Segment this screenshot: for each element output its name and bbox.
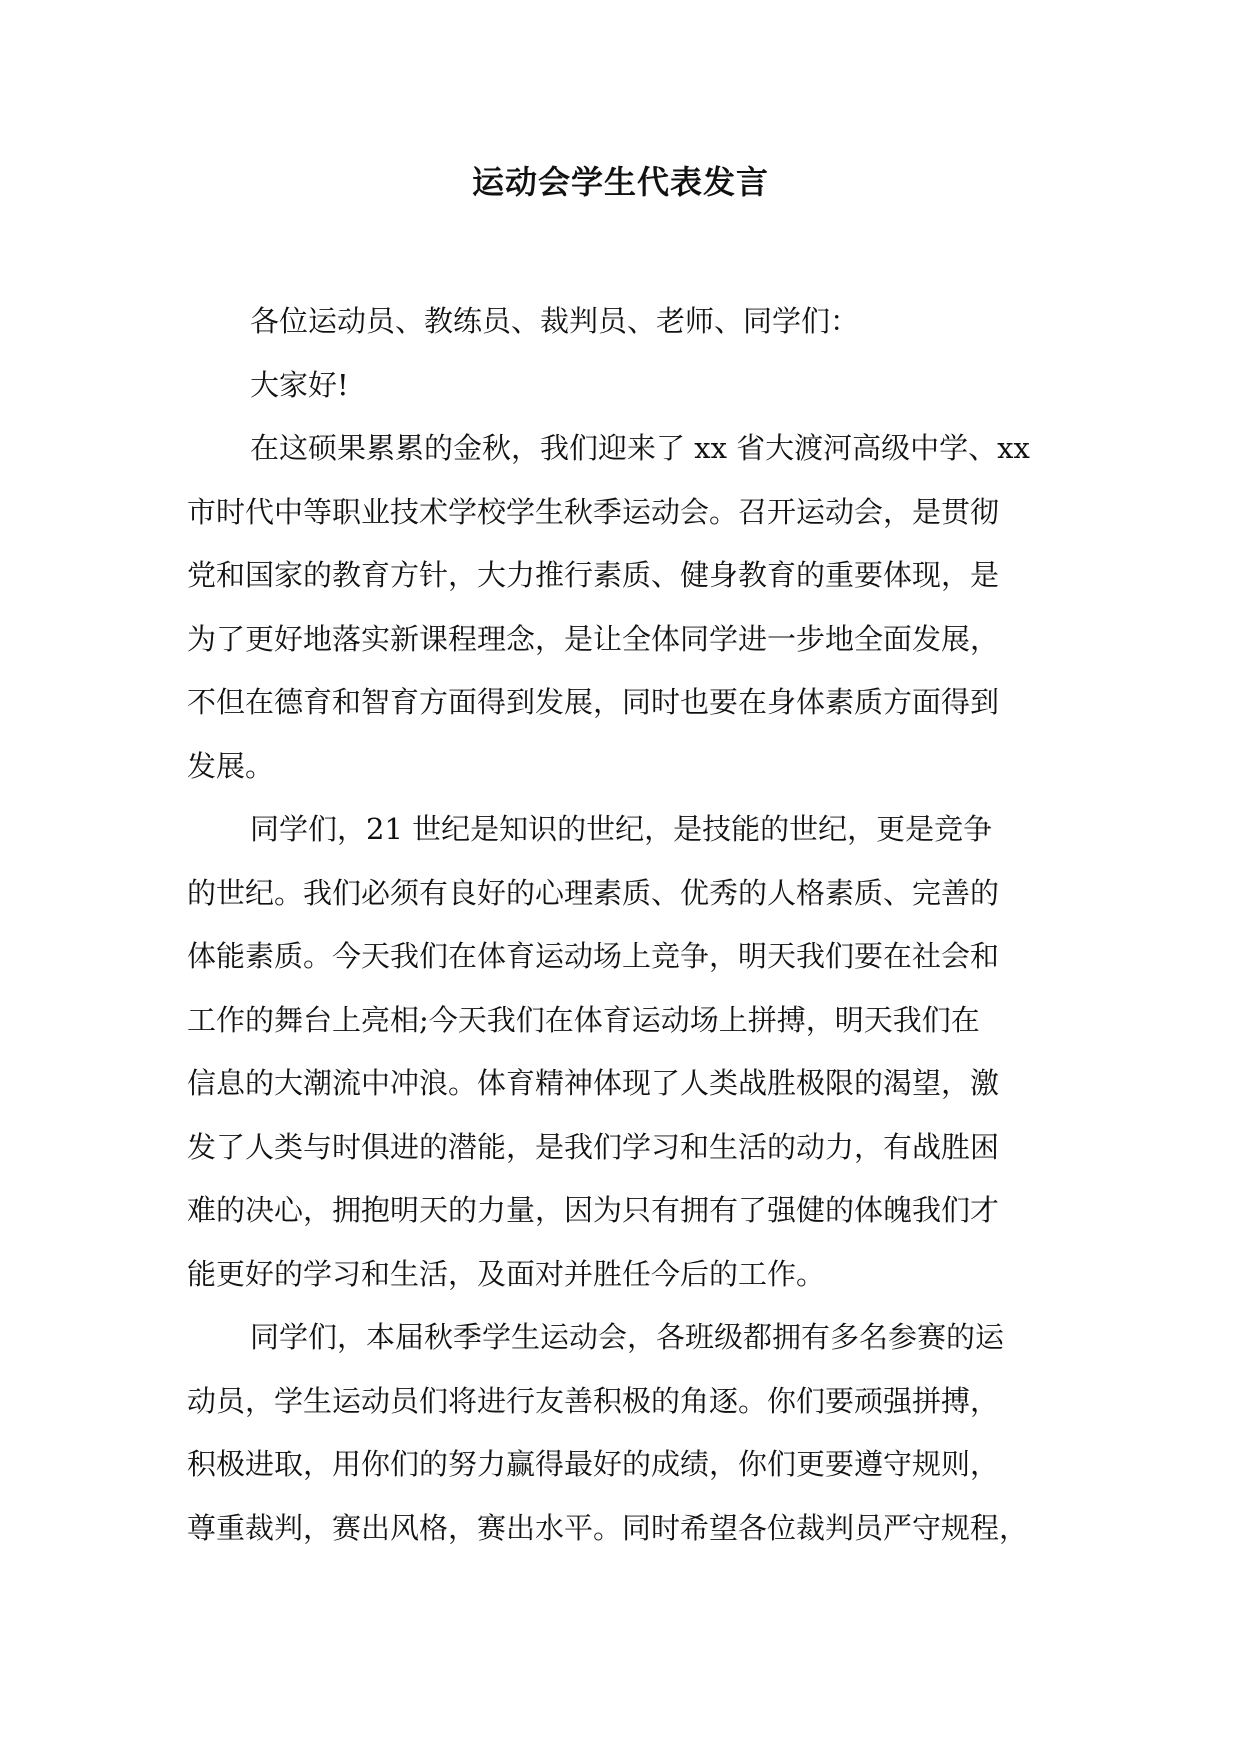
text-line: 同学们，本届秋季学生运动会，各班级都拥有多名参赛的运: [250, 1320, 1005, 1354]
text-line: 信息的大潮流中冲浪。体育精神体现了人类战胜极限的渴望，激: [187, 1066, 1000, 1100]
text-line: 大家好!: [250, 367, 349, 402]
document-body: [187, 290, 1057, 1560]
text-line: 各位运动员、教练员、裁判员、老师、同学们：: [250, 304, 860, 338]
text-line: 同学们，21 世纪是知识的世纪，是技能的世纪，更是竞争: [250, 812, 993, 846]
text-line: 难的决心，拥抱明天的力量，因为只有拥有了强健的体魄我们才: [187, 1193, 1000, 1227]
text-line: 发展。: [187, 748, 275, 783]
text-line: 尊重裁判，赛出风格，赛出水平。同时希望各位裁判员严守规程，: [187, 1510, 1029, 1545]
text-line: 体能素质。今天我们在体育运动场上竞争，明天我们要在社会和: [187, 939, 1000, 973]
text-line: 市时代中等职业技术学校学生秋季运动会。召开运动会，是贯彻: [187, 494, 1000, 529]
text-line: 在这硕果累累的金秋，我们迎来了 xx 省大渡河高级中学、xx: [250, 431, 1030, 465]
text-line: 党和国家的教育方针，大力推行素质、健身教育的重要体现，是: [187, 558, 1000, 592]
text-line: 不但在德育和智育方面得到发展，同时也要在身体素质方面得到: [187, 685, 1000, 719]
text-line: 工作的舞台上亮相;今天我们在体育运动场上拼搏，明天我们在: [187, 1002, 980, 1037]
text-line: 动员，学生运动员们将进行友善积极的角逐。你们要顽强拼搏，: [187, 1383, 1000, 1418]
text-line: 发了人类与时俱进的潜能，是我们学习和生活的动力，有战胜困: [187, 1129, 1000, 1164]
document-title: 运动会学生代表发言: [471, 163, 769, 201]
text-line: 的世纪。我们必须有良好的心理素质、优秀的人格素质、完善的: [187, 875, 1000, 910]
text-line: 能更好的学习和生活，及面对并胜任今后的工作。: [187, 1256, 826, 1291]
text-line: 积极进取，用你们的努力赢得最好的成绩，你们更要遵守规则，: [187, 1447, 1000, 1481]
text-line: 为了更好地落实新课程理念，是让全体同学进一步地全面发展，: [187, 621, 1000, 656]
